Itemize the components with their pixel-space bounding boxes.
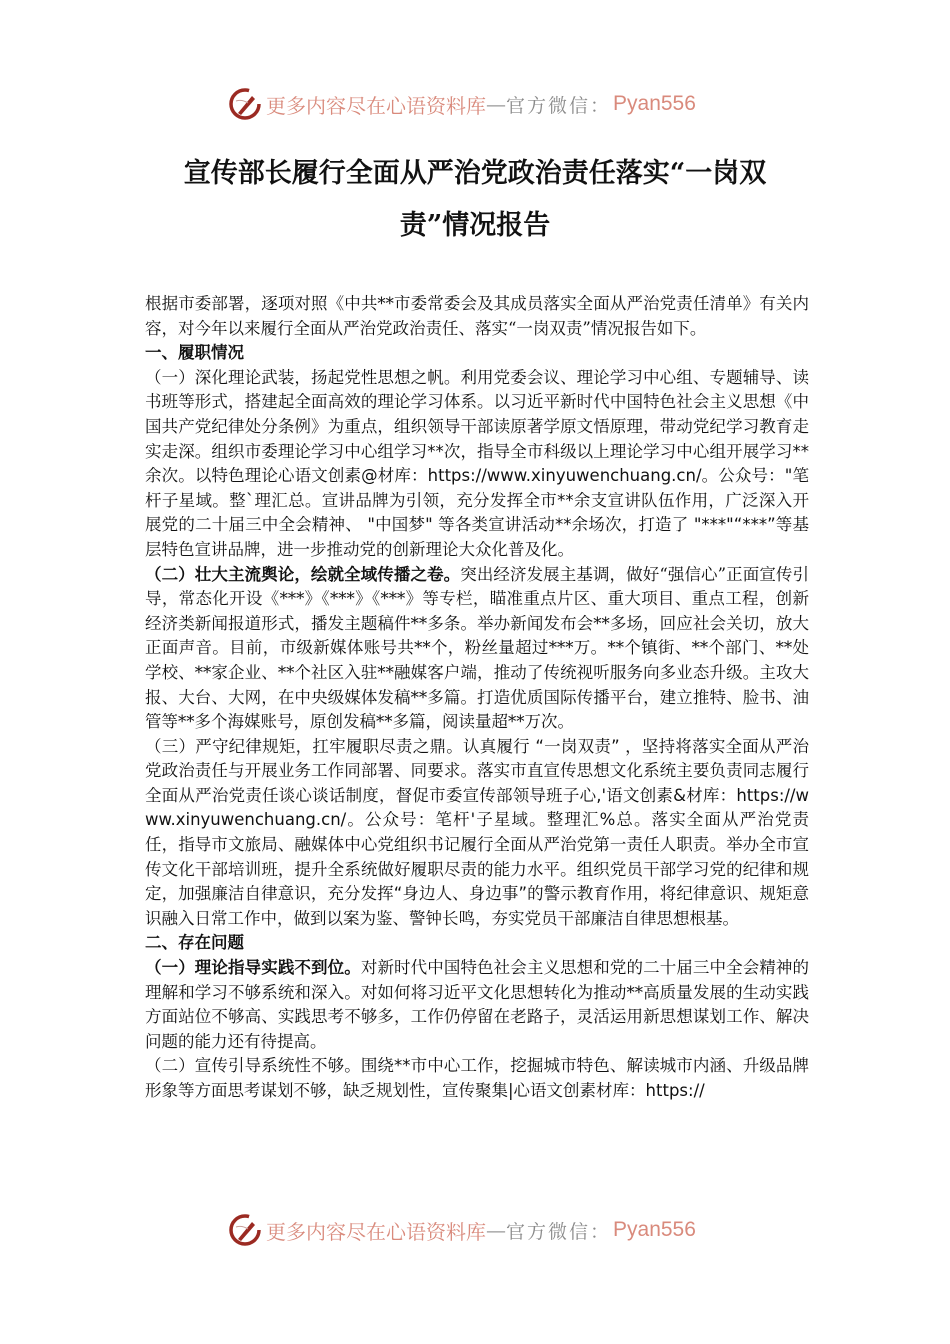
banner-wechat-id: Pyan556 (613, 92, 696, 115)
paragraph-2-2: （二）宣传引导系统性不够。围绕**市中心工作，挖掘城市特色、解读城市内涵、升级品牌形象等方面思考谋划不够，缺乏规划性，宣传聚集|心语文创素材库：https:// (145, 1056, 809, 1100)
paragraph-2-1-lead: （一）理论指导实践不到位。 (145, 958, 361, 978)
title-line-2: 责”情况报告 (399, 210, 551, 241)
document-title (150, 148, 800, 252)
paragraph-1-1: （一）深化理论武装，扬起党性思想之帆。利用党委会议、理论学习中心组、专题辅导、读书班等形式，搭建起全面高效的理论学习体系。以习近平新时代中国特色社会主义思想《中国共产党纪律处分条例》为重点，组织领导干部读原著学原文悟原理，带动党纪学习教育走实走深。组织市委理论学习中心组学习**次，指导全市科级以上理论学习中心组开展学习**余次。以特色理论心语文创素@材库：https://www.xinyuwenchuang.cn/。公众号："笔杆子星域。整`理汇总。宣讲品牌为引领，充分发挥全市**余支宣讲队伍作用，广泛深入开展党的二十届三中全会精神、 "中国梦" 等各类宣讲活动**余场次，打造了 "***"“***”等基层特色宣讲品牌，进一步推动党的创新理论大众化普及化。 (145, 367, 809, 559)
paragraph-1-2-lead: （二）壮大主流舆论，绘就全域传播之卷。 (145, 564, 461, 584)
banner-text: 更多内容尽在心语资料库 (266, 1219, 486, 1244)
document-body (145, 292, 809, 1104)
title-line-1: 宣传部长履行全面从严治党政治责任落实“一岗双 (183, 158, 767, 189)
section-heading-2: 二、存在问题 (145, 933, 244, 953)
banner-dash: — (486, 92, 506, 116)
footer-banner (228, 1210, 718, 1250)
paragraph-2-1-body: 对新时代中国特色社会主义思想和党的二十届三中全会精神的理解和学习不够系统和深入。对如何将习近平文化思想转化为推动**高质量发展的生动实践方面站位不够高、实践思考不够多，工作仍停留在老路子，灵活运用新思想谋划工作、解决问题的能力还有待提高。 (145, 958, 810, 1051)
paragraph-1-3: （三）严守纪律规矩，扛牢履职尽责之鼎。认真履行 “一岗双责” ，坚持将落实全面从严治党政治责任与开展业务工作同部署、同要求。落实市直宣传思想文化系统主要负责同志履行全面从严治党责任谈心谈话制度，督促市委宣传部领导班子心,'语文创素&材库：https://www.xinyuwenchuang.cn/。公众号：笔杆'子星域。整理汇%总。落实全面从严治党责任，指导市文旅局、融媒体中心党组织书记履行全面从严治党第一责任人职责。举办全市宣传文化干部培训班，提升全系统做好履职尽责的能力水平。组织党员干部学习党的纪律和规定，加强廉洁自律意识，充分发挥“身边人、身边事”的警示教育作用，将纪律意识、规矩意识融入日常工作中，做到以案为鉴、警钟长鸣，夯实党员干部廉洁自律思想根基。 (145, 736, 809, 928)
paragraph-1-2 (145, 563, 809, 735)
banner-wechat-id: Pyan556 (613, 1218, 696, 1241)
banner-dash: — (486, 1218, 506, 1242)
header-banner (228, 84, 718, 124)
quill-pen-logo-icon (228, 1213, 262, 1247)
banner-text: 更多内容尽在心语资料库 (266, 93, 486, 118)
paragraph-1-2-body: 突出经济发展主基调，做好“强信心”正面宣传引导，常态化开设《***》《***》《***》等专栏，瞄准重点片区、重大项目、重点工程，创新经济类新闻报道形式，播发主题稿件**多条。举办新闻发布会**多场，回应社会关切，放大正面声音。目前，市级新媒体账号共**个，粉丝量超过***万。**个镇街、**个部门、**处学校、**家企业、**个社区入驻**融媒客户端，推动了传统视听服务向多业态升级。主攻大报、大台、大网，在中央级媒体发稿**多篇。打造优质国际传播平台，建立推特、脸书、油管等**多个海媒账号，原创发稿**多篇，阅读量超**万次。 (145, 564, 810, 732)
intro-paragraph: 根据市委部署，逐项对照《中共**市委常委会及其成员落实全面从严治党责任清单》有关内容，对今年以来履行全面从严治党政治责任、落实“一岗双责”情况报告如下。 (145, 294, 809, 338)
paragraph-2-1 (145, 956, 809, 1054)
quill-pen-logo-icon (228, 87, 262, 121)
section-heading-1: 一、履职情况 (145, 343, 244, 363)
banner-wechat-label: 官方微信： (506, 1220, 612, 1243)
banner-wechat-label: 官方微信： (506, 94, 612, 117)
